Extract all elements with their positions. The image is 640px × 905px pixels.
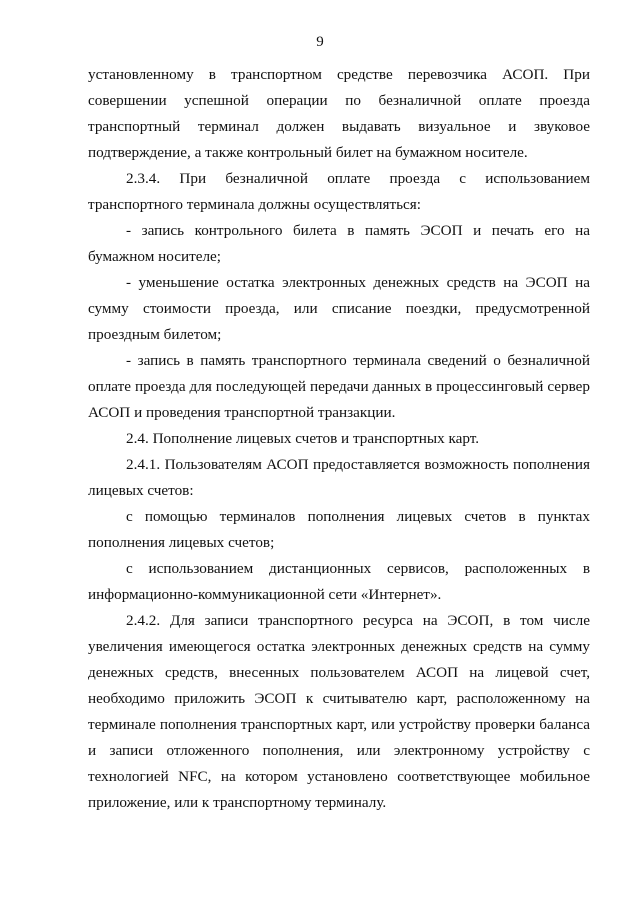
document-body bbox=[88, 62, 590, 816]
list-item-record-ticket: - запись контрольного билета в память ЭСОП и печать его на бумажном носителе; bbox=[88, 222, 590, 265]
paragraph-2-4-1: 2.4.1. Пользователям АСОП предоставляется возможность пополнения лицевых счетов: bbox=[88, 456, 590, 499]
list-item-remote-services: с использованием дистанционных сервисов, расположенных в информационно-коммуникационной сети «Интернет». bbox=[88, 560, 590, 603]
section-heading-2-4: 2.4. Пополнение лицевых счетов и транспортных карт. bbox=[126, 430, 480, 447]
page-number: 9 bbox=[316, 34, 324, 50]
list-item-terminal-memory: - запись в память транспортного терминала сведений о безналичной оплате проезда для последующей передачи данных в процессинговый сервер АСОП и проведения транспортной транзакции. bbox=[88, 352, 590, 421]
list-item-terminals: с помощью терминалов пополнения лицевых счетов в пунктах пополнения лицевых счетов; bbox=[88, 508, 590, 551]
paragraph-2-4-2: 2.4.2. Для записи транспортного ресурса на ЭСОП, в том числе увеличения имеющегося остатка электронных денежных средств на сумму денежных средств, внесенных пользователем АСОП на лицевой счет, необходимо приложить ЭСОП к считывателю карт, расположенному на терминале пополнения транспортных карт, или устройству проверки баланса и записи отложенного пополнения, или электронному устройству с технологией NFC, на котором установлено соответствующее мобильное приложение, или к транспортному терминалу. bbox=[88, 612, 590, 811]
paragraph-continuation: установленному в транспортном средстве перевозчика АСОП. При совершении успешной операции по безналичной оплате проезда транспортный терминал должен выдавать визуальное и звуковое подтверждение, а также контрольный билет на бумажном носителе. bbox=[88, 66, 590, 161]
paragraph-2-3-4: 2.3.4. При безналичной оплате проезда с использованием транспортного терминала должны осуществляться: bbox=[88, 170, 590, 213]
list-item-reduce-balance: - уменьшение остатка электронных денежных средств на ЭСОП на сумму стоимости проезда, или списание поездки, предусмотренной проездным билетом; bbox=[88, 274, 590, 343]
